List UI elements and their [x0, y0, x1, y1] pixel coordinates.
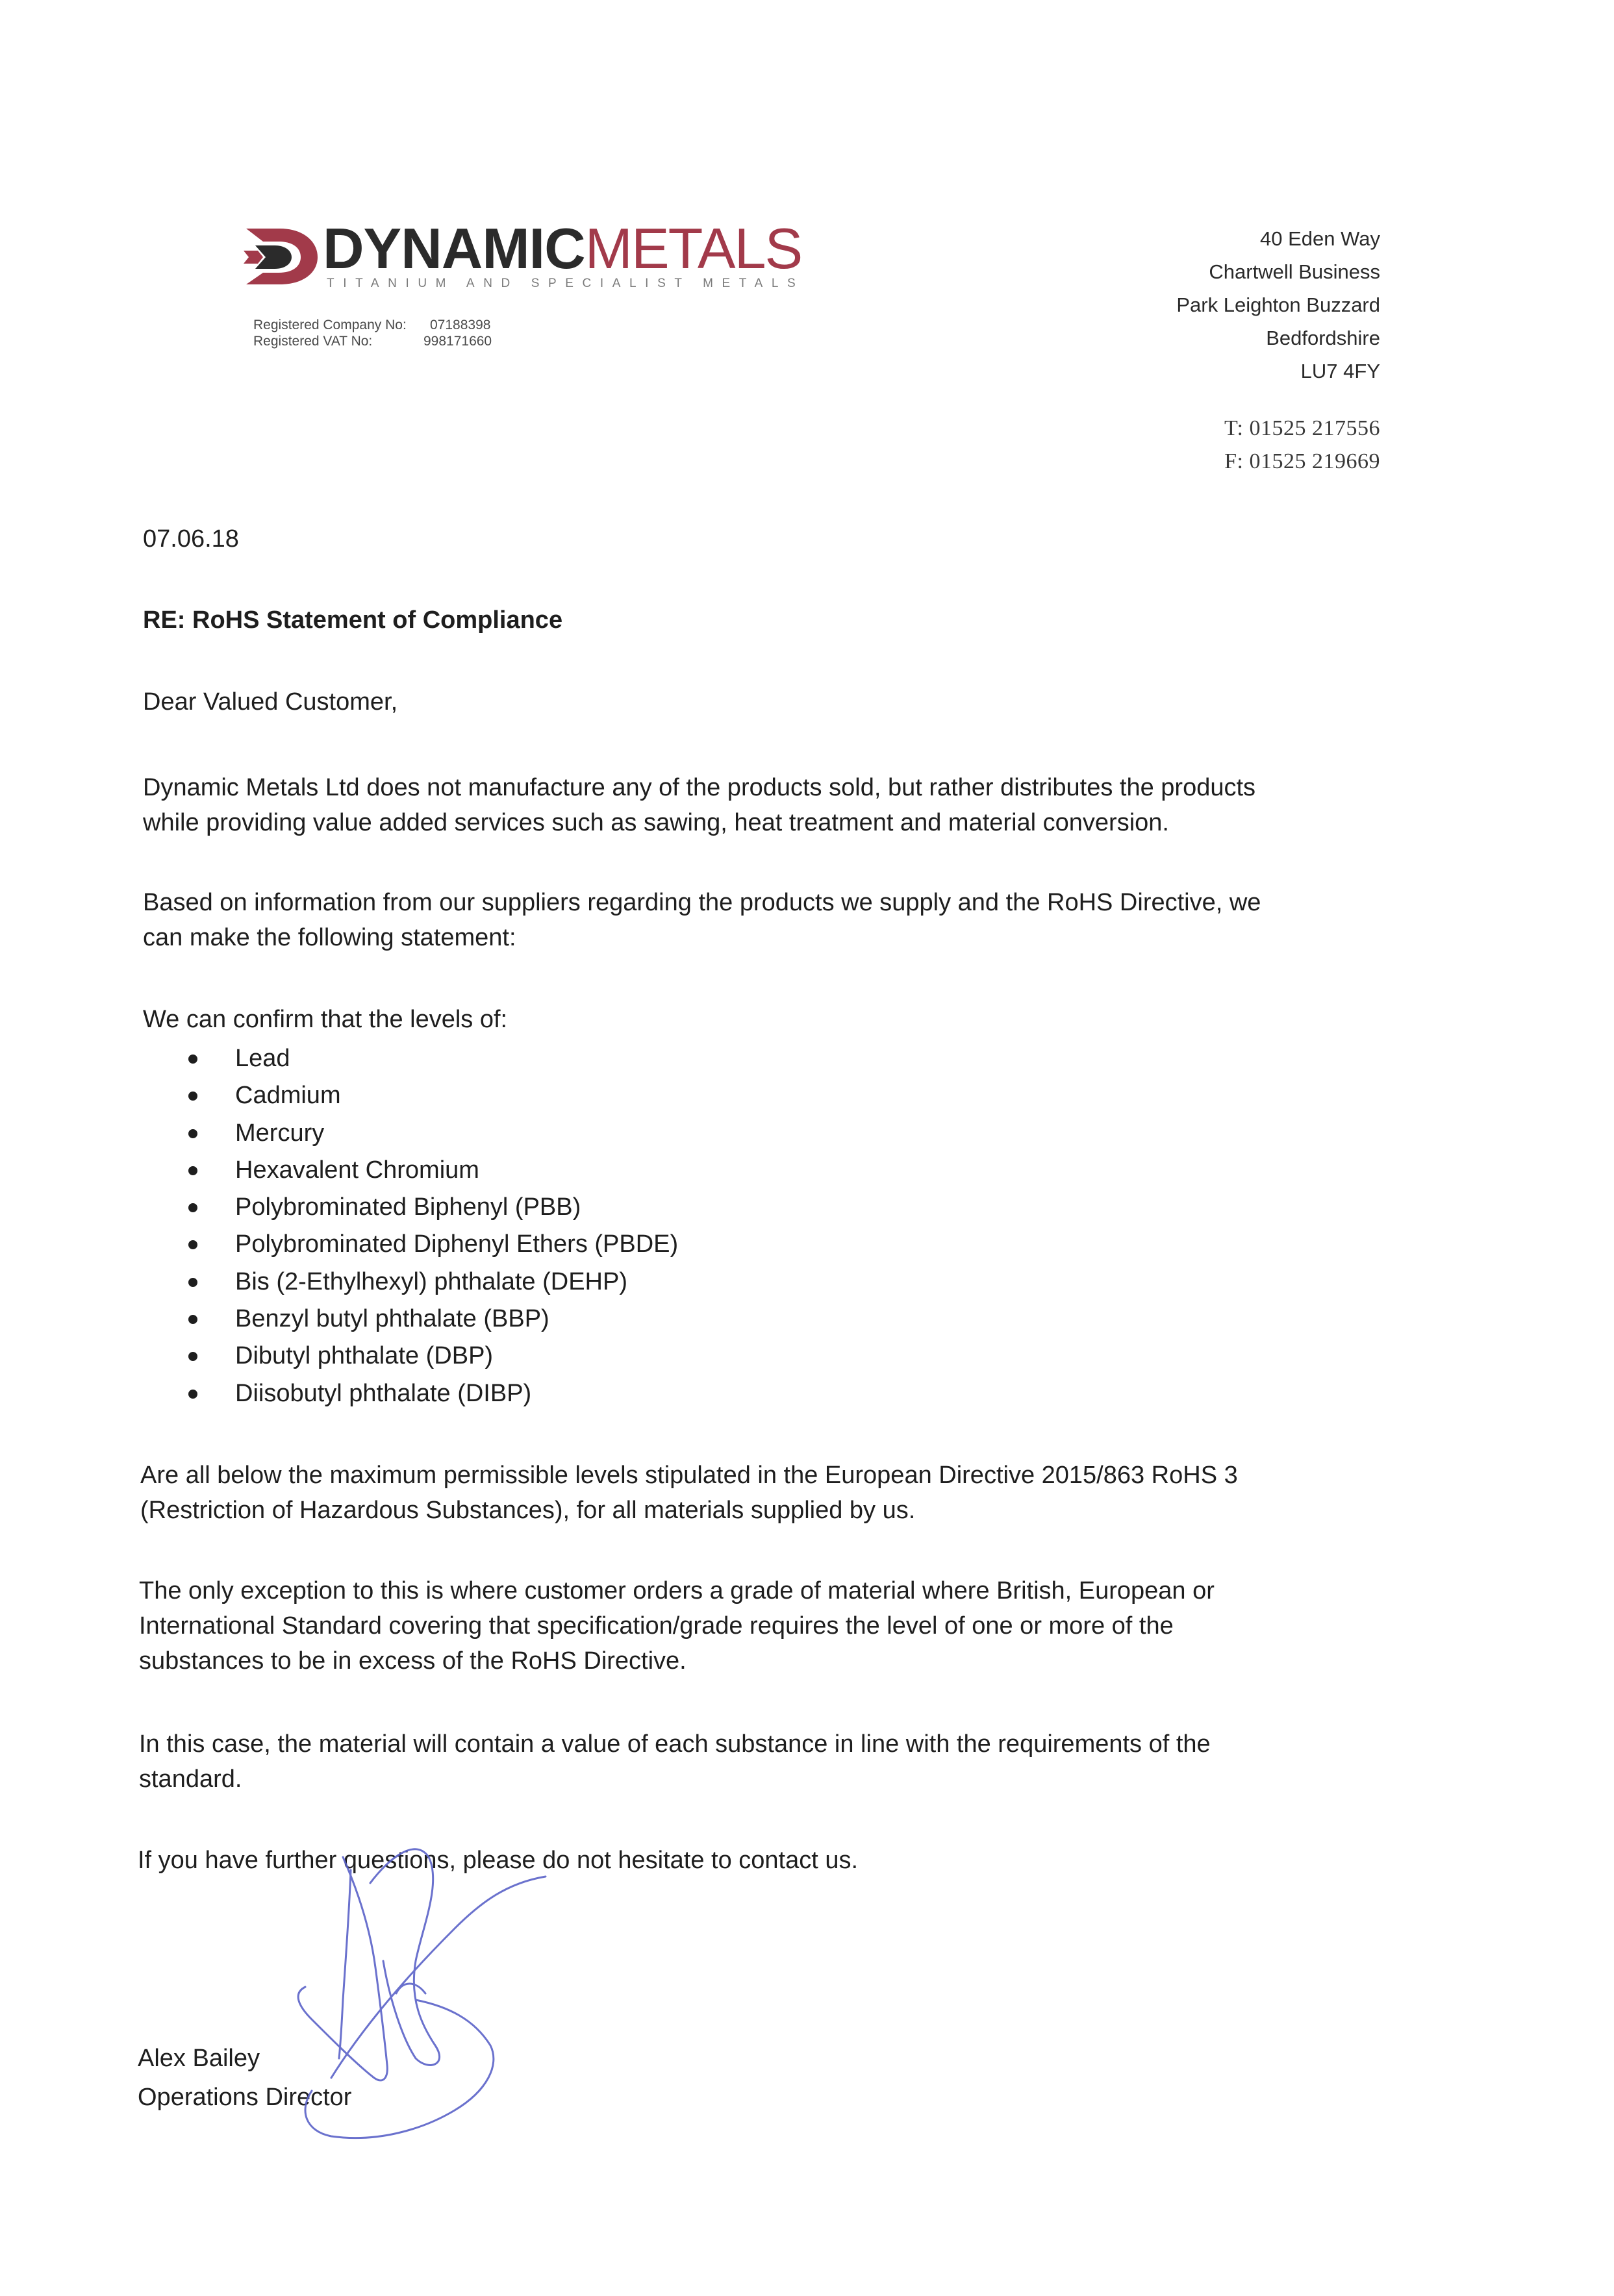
registered-vat-number: 998171660 [423, 334, 492, 349]
paragraph-line: Dynamic Metals Ltd does not manufacture any of the products sold, but rather distributes the products [143, 774, 1256, 801]
registered-company-row [253, 317, 492, 333]
substance-list [188, 1040, 678, 1412]
substance-name: Hexavalent Chromium [235, 1156, 479, 1184]
address-line: 40 Eden Way [1260, 227, 1380, 250]
list-item [188, 1375, 678, 1412]
bullet-icon [188, 1352, 197, 1361]
list-item [188, 1152, 678, 1189]
logo-word-metals: METALS [585, 216, 802, 281]
substance-name: Diisobutyl phthalate (DIBP) [235, 1379, 532, 1407]
address-line: Chartwell Business [1209, 260, 1380, 283]
substance-name: Mercury [235, 1119, 325, 1147]
registered-vat-label: Registered VAT No: [253, 334, 373, 349]
substance-name: Cadmium [235, 1082, 341, 1110]
paragraph-line: can make the following statement: [143, 924, 516, 951]
list-intro: We can confirm that the levels of: [143, 1006, 508, 1033]
closing-line: If you have further questions, please do not hesitate to contact us. [138, 1847, 859, 1874]
list-item [188, 1115, 678, 1152]
address-line: LU7 4FY [1300, 360, 1380, 382]
list-item [188, 1301, 678, 1338]
logo-swoosh-icon [244, 223, 320, 288]
telephone-number: T: 01525 217556 [1224, 416, 1380, 440]
paragraph-line: Are all below the maximum permissible levels stipulated in the European Directive 2015/863 RoHS 3 [140, 1462, 1238, 1489]
paragraph-line: The only exception to this is where customer orders a grade of material where British, European or [139, 1577, 1215, 1604]
substance-name: Dibutyl phthalate (DBP) [235, 1342, 494, 1370]
paragraph-exception [139, 1573, 1215, 1678]
list-item [188, 1264, 678, 1301]
bullet-icon [188, 1166, 197, 1175]
list-item [188, 1189, 678, 1226]
registered-company-label: Registered Company No: [253, 318, 407, 332]
letter-salutation: Dear Valued Customer, [143, 688, 398, 716]
letter-date: 07.06.18 [143, 525, 239, 553]
bullet-icon [188, 1129, 197, 1138]
company-contact [1224, 412, 1380, 478]
signatory-name: Alex Bailey [138, 2045, 260, 2072]
list-item [188, 1226, 678, 1263]
paragraph-standard [139, 1727, 1211, 1797]
paragraph-line: International Standard covering that specification/grade requires the level of one or more of the [139, 1612, 1174, 1640]
logo-wordmark [323, 216, 802, 281]
bullet-icon [188, 1315, 197, 1324]
paragraph-distribution [143, 770, 1255, 840]
bullet-icon [188, 1203, 197, 1212]
paragraph-line: In this case, the material will contain a value of each substance in line with the requirements of the [139, 1730, 1211, 1758]
paragraph-line: while providing value added services such as sawing, heat treatment and material conversion. [143, 809, 1169, 836]
substance-name: Polybrominated Diphenyl Ethers (PBDE) [235, 1230, 679, 1258]
registered-company-number: 07188398 [430, 318, 491, 332]
substance-name: Polybrominated Biphenyl (PBB) [235, 1193, 581, 1221]
paragraph-line: standard. [139, 1766, 242, 1793]
logo-tagline: TITANIUM AND SPECIALIST METALS [327, 277, 805, 290]
substance-name: Lead [235, 1045, 290, 1072]
list-item [188, 1040, 678, 1077]
bullet-icon [188, 1054, 197, 1064]
bullet-icon [188, 1240, 197, 1249]
fax-number: F: 01525 219669 [1224, 449, 1380, 473]
signatory-title: Operations Director [138, 2084, 352, 2111]
logo-word-dynamic: DYNAMIC [323, 216, 585, 281]
paragraph-line: substances to be in excess of the RoHS Directive. [139, 1647, 687, 1675]
company-logo [244, 216, 805, 304]
registered-vat-row [253, 333, 492, 349]
list-item [188, 1338, 678, 1375]
paragraph-directive [140, 1458, 1238, 1528]
company-address [1176, 222, 1380, 388]
paragraph-line: (Restriction of Hazardous Substances), for all materials supplied by us. [140, 1497, 916, 1524]
bullet-icon [188, 1390, 197, 1399]
paragraph-line: Based on information from our suppliers regarding the products we supply and the RoHS Directive, we [143, 889, 1261, 916]
bullet-icon [188, 1278, 197, 1287]
address-line: Park Leighton Buzzard [1176, 293, 1380, 316]
paragraph-suppliers [143, 885, 1261, 955]
substance-name: Benzyl butyl phthalate (BBP) [235, 1305, 549, 1333]
list-item [188, 1077, 678, 1114]
bullet-icon [188, 1092, 197, 1101]
registration-info [253, 317, 492, 349]
substance-name: Bis (2-Ethylhexyl) phthalate (DEHP) [235, 1267, 627, 1295]
address-line: Bedfordshire [1266, 327, 1380, 349]
letter-subject: RE: RoHS Statement of Compliance [143, 606, 563, 634]
